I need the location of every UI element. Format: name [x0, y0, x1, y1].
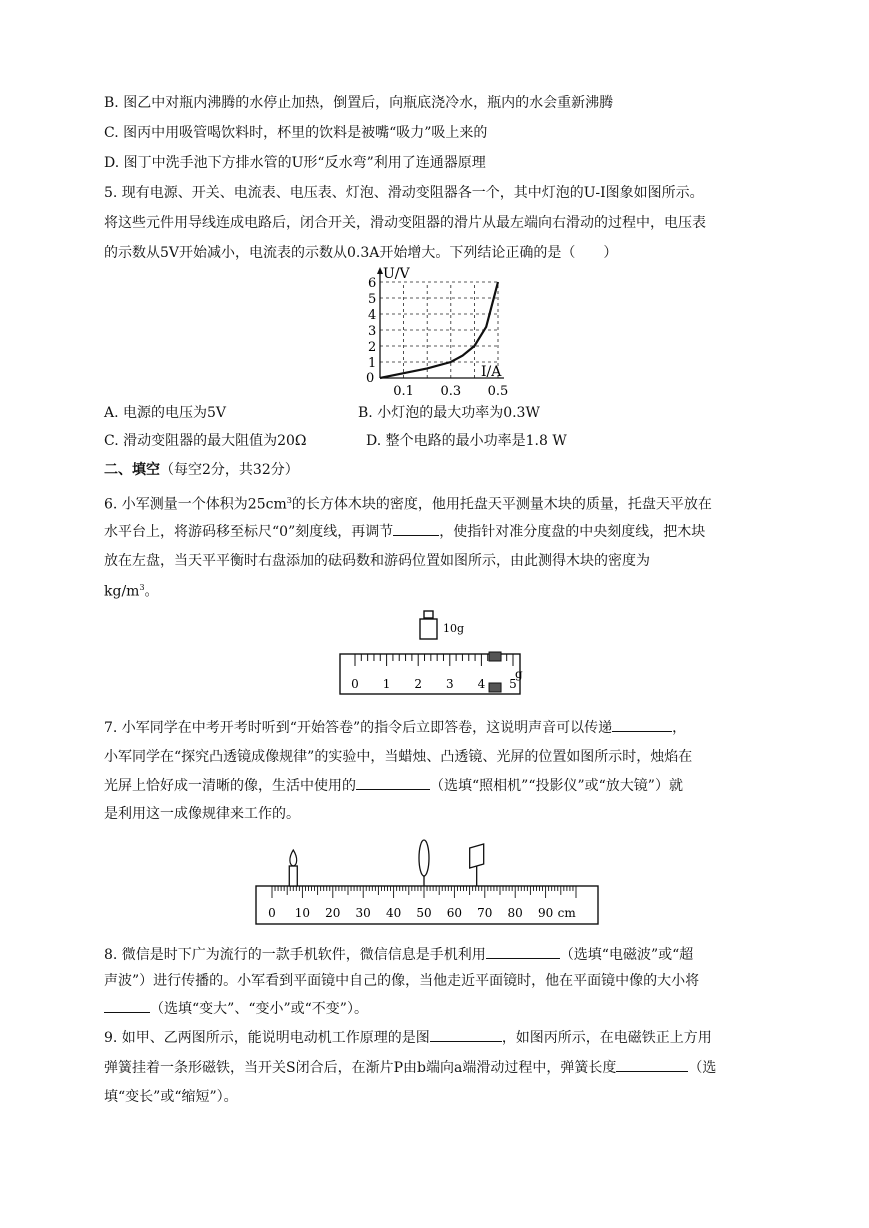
q8-text-3: （选填“变大”、“变小”或“不变”）。: [150, 1001, 368, 1017]
q5-line-3: 的示数从5V开始减小，电流表的示数从0.3A开始增大。下列结论正确的是（ ）: [104, 245, 618, 261]
bench-label: 30: [355, 906, 371, 920]
q6-text-2: 的长方体木块的密度，他用托盘天平测量木块的质量，托盘天平放在: [291, 496, 712, 513]
q6-line-4: [104, 578, 159, 602]
q6-line-2: [104, 521, 705, 542]
q8-line-1: [104, 944, 693, 965]
option-d-text: D. 图丁中洗手池下方排水管的U形“反水弯”利用了连通器原理: [104, 155, 486, 171]
bench-unit: cm: [557, 906, 576, 920]
q5-option-c: C. 滑动变阻器的最大阻值为20Ω: [104, 433, 307, 449]
q6-text-4: ，使指针对准分度盘的中央刻度线，把木块: [439, 524, 706, 540]
q7-line-2: 小军同学在“探究凸透镜成像规律”的实验中，当蜡烛、凸透镜、光屏的位置如图所示时，烛焰在: [104, 749, 693, 765]
q9-text-1: 9. 如甲、乙两图所示，能说明电动机工作原理的是图: [104, 1030, 430, 1046]
q7-line-1: [104, 717, 686, 738]
q5-line-1: 5. 现有电源、开关、电流表、电压表、灯泡、滑动变阻器各一个，其中灯泡的U-I图象如图所示。: [104, 185, 704, 201]
q9-line-2: [104, 1057, 716, 1078]
option-c-text: C. 图丙中用吸管喝饮料时，杯里的饮料是被嘴“吸力”吸上来的: [104, 125, 488, 141]
y-tick-label: 6: [368, 276, 377, 291]
weight-handle: [424, 611, 433, 618]
light-screen: [470, 844, 484, 868]
section-2-title: 二、填空: [104, 462, 160, 478]
q5-option-b: B. 小灯泡的最大功率为0.3W: [358, 405, 540, 421]
convex-lens: [419, 840, 429, 876]
bench-label: 10: [294, 906, 311, 920]
q6-blank-1[interactable]: [393, 521, 439, 536]
balance-figure: [340, 608, 523, 698]
q5-option-d: D. 整个电路的最小功率是1.8 W: [366, 433, 567, 449]
q9-text-2: ，如图丙所示，在电磁铁正上方用: [501, 1030, 712, 1046]
q6-sup-2: 3: [139, 583, 145, 592]
q6-sup: 3: [286, 496, 292, 505]
q6-line-1: [104, 491, 712, 515]
q7-blank-2[interactable]: [356, 775, 430, 790]
bench-label: 50: [416, 906, 432, 920]
y-tick-label: 5: [368, 292, 377, 307]
candle-flame: [290, 850, 297, 866]
q5-option-a: A. 电源的电压为5V: [104, 405, 227, 421]
q9-text-4: （选: [688, 1060, 717, 1076]
q7-text-2: ，: [672, 720, 687, 736]
bench-label: 0: [268, 906, 276, 920]
bench-label: 20: [325, 906, 341, 920]
scale-label: 1: [382, 677, 391, 691]
bench-label: 90: [537, 906, 554, 920]
scale-label: 3: [445, 677, 454, 691]
q8-blank-2[interactable]: [104, 998, 150, 1013]
q6-text-3: 水平台上，将游码移至标尺“0”刻度线，再调节: [104, 524, 394, 540]
q8-line-3: [104, 998, 368, 1019]
candle-body: [289, 866, 297, 886]
y-axis-label: U/V: [383, 266, 410, 282]
q8-line-2: 声波”）进行传播的。小军看到平面镜中自己的像，当他走近平面镜时，他在平面镜中像的大小将: [104, 973, 700, 989]
q7-line-3: [104, 775, 683, 796]
y-tick-label: 1: [368, 356, 377, 371]
q6-text-6: 。: [144, 583, 159, 600]
q6-text-5: kg/m: [104, 583, 140, 600]
q9-text-3: 弹簧挂着一条形磁铁，当开关S闭合后，在渐片P由b端向a端滑动过程中，弹簧长度: [104, 1060, 617, 1076]
q7-text-4: （选填“照相机”“投影仪”或“放大镜”）就: [430, 778, 683, 794]
rider-top: [489, 652, 501, 661]
q8-text-2: （选填“电磁波”或“超: [559, 947, 694, 963]
scale-unit: g: [515, 667, 523, 681]
bench-label: 40: [385, 906, 402, 920]
scale-label: 0: [351, 677, 359, 691]
ui-chart: [350, 266, 510, 399]
x-tick-label: 0.1: [393, 384, 414, 399]
weight-body: [420, 619, 437, 639]
q7-line-4: 是利用这一成像规律来工作的。: [104, 806, 300, 822]
y-tick-label: 3: [368, 324, 377, 339]
q8-text-1: 8. 微信是时下广为流行的一款手机软件，微信信息是手机利用: [104, 947, 486, 963]
q6-text-1: 6. 小军测量一个体积为25cm: [104, 496, 287, 513]
optical-bench-figure: [256, 838, 606, 928]
q9-blank-2[interactable]: [616, 1057, 688, 1072]
y-tick-label: 0: [366, 371, 375, 386]
x-tick-label: 0.5: [487, 384, 509, 399]
scale-label: 2: [414, 677, 423, 691]
q7-text-3: 光屏上恰好成一清晰的像，生活中使用的: [104, 778, 356, 794]
q9-line-1: [104, 1027, 712, 1048]
scale-label: 4: [477, 677, 486, 691]
q9-blank-1[interactable]: [430, 1027, 502, 1042]
bench-label: 80: [507, 906, 523, 920]
section-2-heading: [104, 460, 299, 480]
bench-label: 60: [446, 906, 463, 920]
scale-label: 5: [509, 677, 517, 691]
q6-line-3: 放在左盘，当天平平衡时右盘添加的砝码数和游码位置如图所示，由此测得木块的密度为: [104, 553, 650, 569]
rider-bottom: [489, 683, 501, 692]
q8-blank-1[interactable]: [486, 944, 560, 959]
section-2-note: （每空2分，共32分）: [160, 462, 299, 478]
q5-line-2: 将这些元件用导线连成电路后，闭合开关，滑动变阻器的滑片从最左端向右滑动的过程中，电压表: [104, 215, 706, 231]
x-axis-label: I/A: [481, 364, 502, 380]
q7-blank-1[interactable]: [612, 717, 672, 732]
weight-label: 10g: [443, 622, 465, 635]
option-b-text: B. 图乙中对瓶内沸腾的水停止加热，倒置后，向瓶底浇冷水，瓶内的水会重新沸腾: [104, 95, 614, 111]
x-tick-label: 0.3: [440, 384, 462, 399]
bench-label: 70: [477, 906, 493, 920]
q9-line-3: 填“变长”或“缩短”）。: [104, 1089, 238, 1105]
q7-text-1: 7. 小军同学在中考开考时听到“开始答卷”的指令后立即答卷，这说明声音可以传递: [104, 720, 613, 736]
y-tick-label: 4: [368, 308, 377, 323]
y-tick-label: 2: [368, 340, 377, 355]
